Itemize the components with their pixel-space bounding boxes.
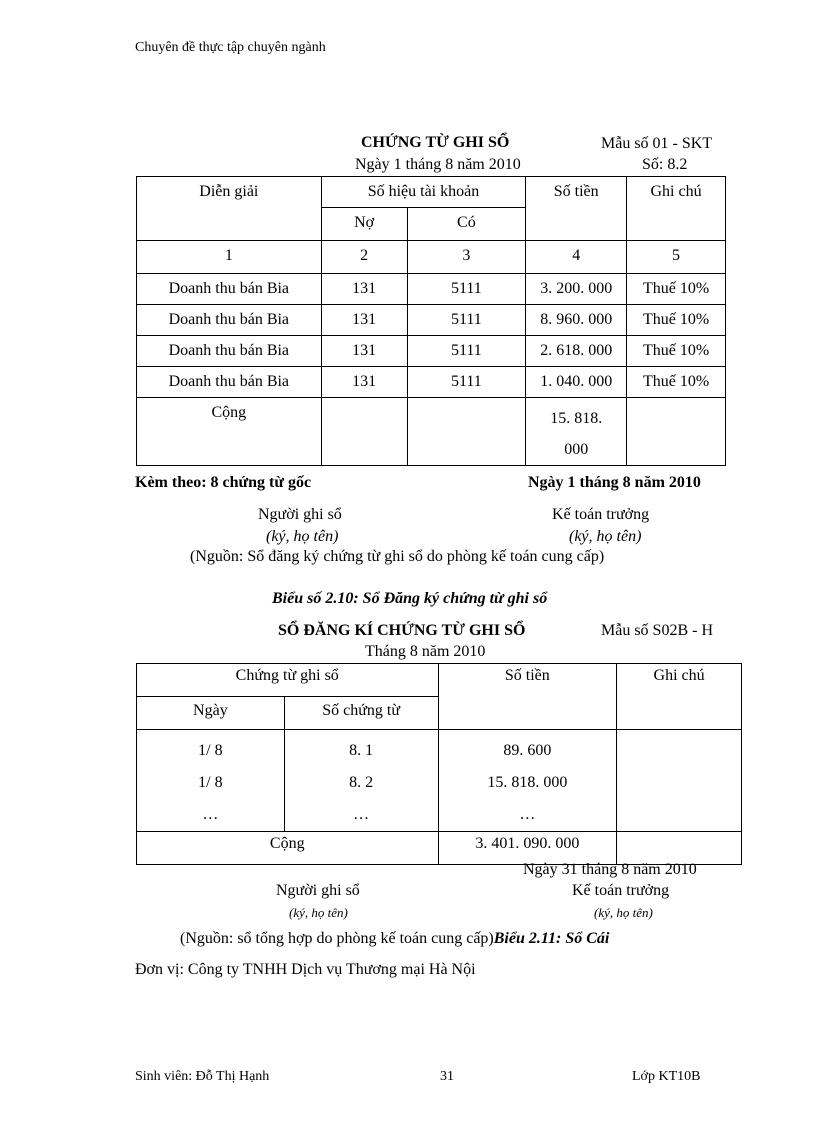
chief-accountant-label: Kế toán trưởng [552,506,650,523]
header-credit: Có [407,208,526,241]
voucher-numbers-cell [284,730,438,832]
row-note: Thuế 10% [627,305,726,336]
register-chief-sign-hint: (ký, họ tên) [594,905,653,920]
total-row [137,832,742,865]
row-description: Doanh thu bán Bia [137,305,322,336]
register-table [136,663,742,865]
list-item: 8. 2 [349,774,374,791]
total-row [137,398,726,466]
total-amount-line2: 000 [564,441,589,458]
header-note: Ghi chú [627,177,726,241]
col-number: 3 [407,241,526,274]
voucher-sign-date: Ngày 1 tháng 8 năm 2010 [528,474,701,491]
list-item: … [353,806,370,823]
register-title: SỔ ĐĂNG KÍ CHỨNG TỪ GHI SỔ [278,622,526,639]
register-form-number: Mẫu số S02B - H [601,622,714,639]
chief-sign-hint: (ký, họ tên) [569,528,642,545]
row-credit: 5111 [407,305,526,336]
attached-documents: Kèm theo: 8 chứng từ gốc [135,474,312,491]
list-item: 89. 600 [503,742,552,759]
page-number: 31 [440,1069,454,1084]
register-month: Tháng 8 năm 2010 [365,643,486,660]
header-debit: Nợ [321,208,407,241]
table-row [137,367,726,398]
list-item: 8. 1 [349,742,374,759]
row-credit: 5111 [407,274,526,305]
row-debit: 131 [321,336,407,367]
amounts-cell [438,730,617,832]
dates-cell [137,730,285,832]
header-note: Ghi chú [617,664,742,730]
voucher-table [136,176,726,466]
list-item: 15. 818. 000 [487,774,568,791]
row-amount: 8. 960. 000 [526,305,627,336]
preparer-label: Người ghi sổ [258,506,342,523]
col-number: 5 [627,241,726,274]
register-caption: Biểu số 2.10: Sổ Đăng ký chứng từ ghi sổ [272,590,548,607]
voucher-date: Ngày 1 tháng 8 năm 2010 [355,156,521,173]
total-label: Cộng [137,398,322,466]
row-note: Thuế 10% [627,336,726,367]
footer-student: Sinh viên: Đỗ Thị Hạnh [135,1069,270,1084]
table-row [137,274,726,305]
table-row [137,305,726,336]
row-amount: 1. 040. 000 [526,367,627,398]
register-source-line [180,930,609,948]
header-amount: Số tiền [526,177,627,241]
row-note: Thuế 10% [627,274,726,305]
row-note: Thuế 10% [627,367,726,398]
preparer-sign-hint: (ký, họ tên) [266,528,339,545]
header-voucher-no: Số chứng từ [284,697,438,730]
col-number: 2 [321,241,407,274]
row-debit: 131 [321,367,407,398]
register-preparer-sign-hint: (ký, họ tên) [289,905,348,920]
voucher-source: (Nguồn: Sổ đăng ký chứng từ ghi sổ do phòng kế toán cung cấp) [190,548,605,565]
row-credit: 5111 [407,367,526,398]
register-source: (Nguồn: sổ tổng hợp do phòng kế toán cung cấp) [180,930,494,947]
total-label: Cộng [137,832,439,865]
register-sign-date: Ngày 31 tháng 8 năm 2010 [523,861,697,878]
list-item: … [202,806,219,823]
row-debit: 131 [321,305,407,336]
row-amount: 2. 618. 000 [526,336,627,367]
header-date: Ngày [137,697,285,730]
running-header: Chuyên đề thực tập chuyên ngành [135,40,326,55]
total-amount-line1: 15. 818. [550,410,603,427]
col-number: 4 [526,241,627,274]
row-description: Doanh thu bán Bia [137,336,322,367]
row-debit: 131 [321,274,407,305]
total-amount: 3. 401. 090. 000 [438,832,617,865]
list-item: … [519,806,536,823]
row-description: Doanh thu bán Bia [137,274,322,305]
list-item: 1/ 8 [198,774,223,791]
voucher-number: Số: 8.2 [642,156,688,173]
total-amount [526,398,627,466]
register-chief-accountant: Kế toán trưởng [572,882,670,899]
footer-class: Lớp KT10B [632,1069,701,1084]
organization-unit: Đơn vị: Công ty TNHH Dịch vụ Thương mại Hà Nội [135,961,476,978]
row-credit: 5111 [407,336,526,367]
voucher-title: CHỨNG TỪ GHI SỔ [361,134,510,151]
row-amount: 3. 200. 000 [526,274,627,305]
voucher-form-number: Mẫu số 01 - SKT [601,135,713,152]
table-row [137,336,726,367]
col-number: 1 [137,241,322,274]
row-description: Doanh thu bán Bia [137,367,322,398]
list-item: 1/ 8 [198,742,223,759]
header-description: Diễn giải [137,177,322,241]
header-account-no: Số hiệu tài khoản [321,177,526,208]
header-voucher: Chứng từ ghi sổ [137,664,439,697]
next-caption: Biểu 2.11: Sổ Cái [493,930,610,947]
register-preparer: Người ghi sổ [276,882,360,899]
header-amount: Số tiền [438,664,617,730]
